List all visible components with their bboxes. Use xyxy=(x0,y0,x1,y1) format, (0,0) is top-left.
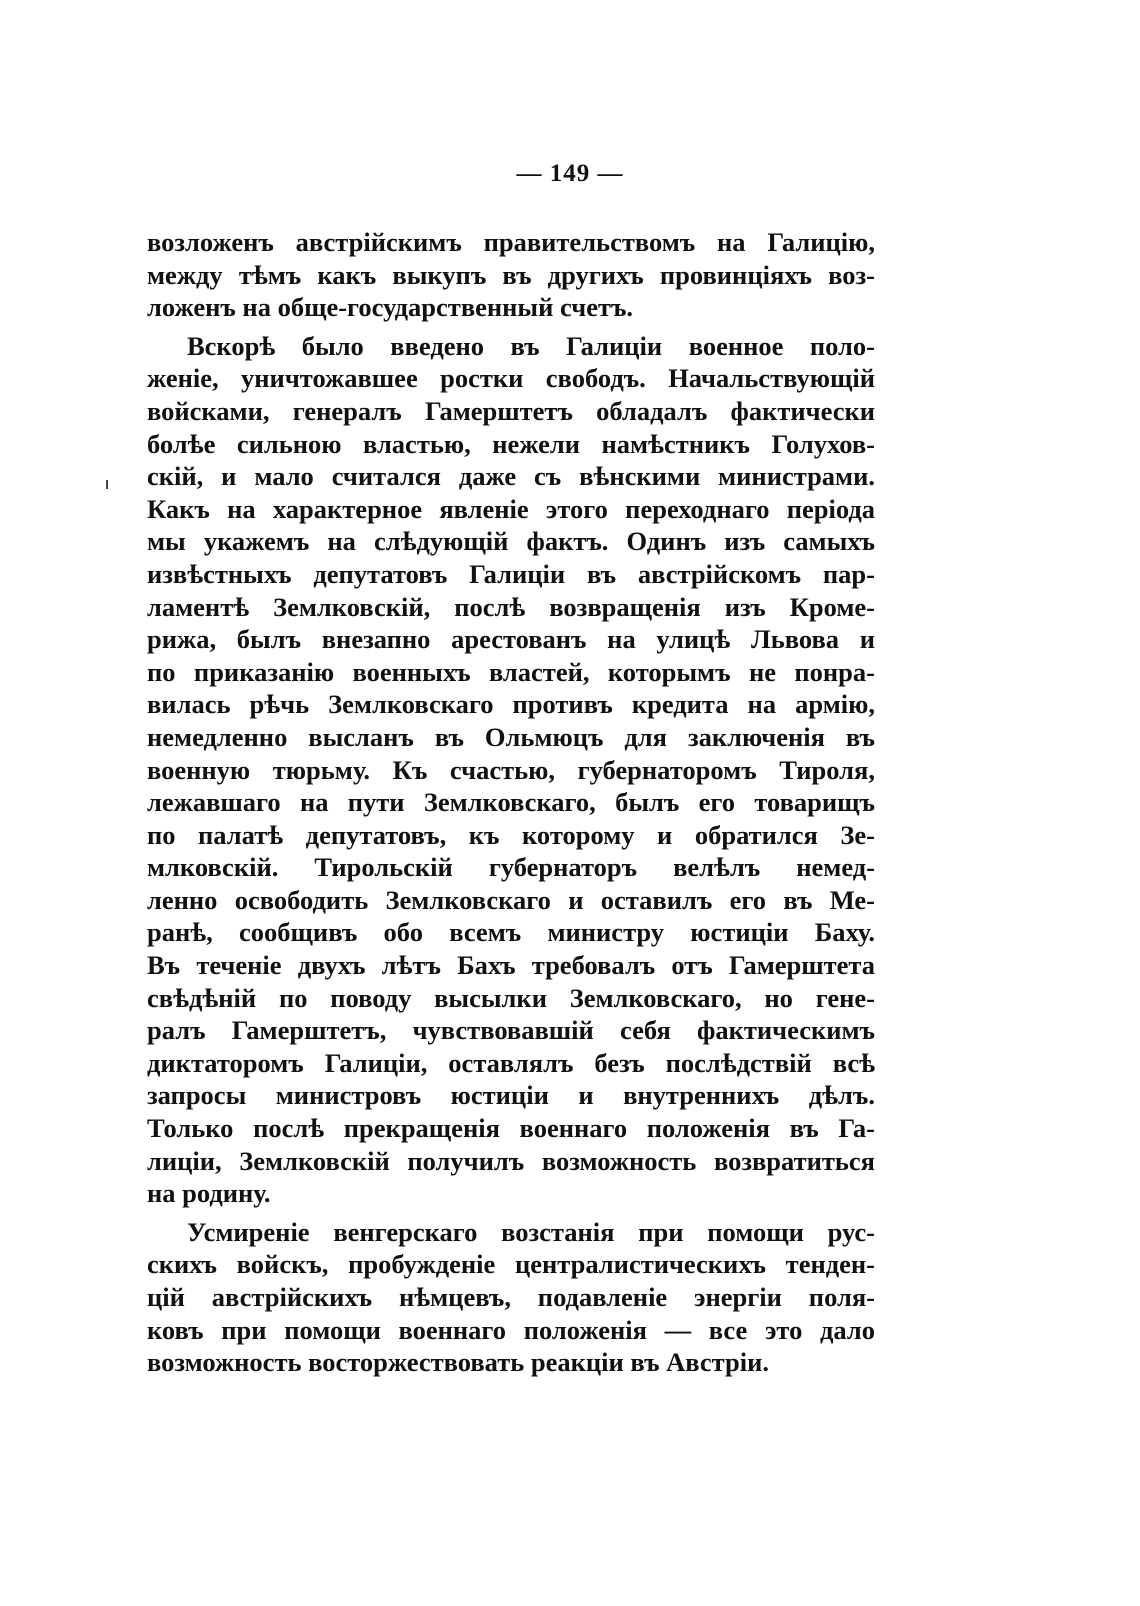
text-line: возможность восторжествовать реакціи въ Австріи. xyxy=(147,1347,770,1378)
text-line: ламентѣ Землковскій, послѣ возвращенія изъ Кроме- xyxy=(147,591,875,622)
text-line: скій, и мало считался даже съ вѣнскими министрами. xyxy=(147,461,875,492)
page-number: — 149 — xyxy=(516,160,624,187)
text-line: скихъ войскъ, пробужденіе централистическихъ тенден- xyxy=(147,1249,875,1280)
text-line: между тѣмъ какъ выкупъ въ другихъ провинціяхъ воз- xyxy=(147,259,875,290)
text-line: Вскорѣ было введено въ Галиціи военное поло- xyxy=(187,330,875,361)
margin-mark xyxy=(106,480,108,489)
text-line: ранѣ, сообщивъ обо всемъ министру юстиціи Баху. xyxy=(147,917,875,948)
text-line: лиціи, Землковскій получилъ возможность возвратиться xyxy=(147,1145,875,1176)
text-line: лежавшаго на пути Землковскаго, былъ его товарищъ xyxy=(147,787,875,818)
text-line: диктаторомъ Галиціи, оставлялъ безъ послѣдствій всѣ xyxy=(147,1047,875,1078)
paragraph-2 xyxy=(147,330,875,1210)
text-line: Только послѣ прекращенія военнаго положенія въ Га- xyxy=(147,1113,875,1144)
paragraph-3 xyxy=(147,1216,875,1379)
text-line: млковскій. Тирольскій губернаторъ велѣлъ немед- xyxy=(147,852,875,883)
paragraph-1 xyxy=(147,226,875,324)
text-line: ложенъ на обще-государственный счетъ. xyxy=(147,292,634,323)
text-line: свѣдѣній по поводу высылки Землковскаго, но гене- xyxy=(147,982,875,1013)
text-line: болѣе сильною властью, нежели намѣстникъ Голухов- xyxy=(147,428,875,459)
text-line: Усмиреніе венгерскаго возстанія при помощи рус- xyxy=(187,1216,875,1247)
text-line: извѣстныхъ депутатовъ Галиціи въ австрійскомъ пар- xyxy=(147,558,875,589)
body-text xyxy=(147,226,875,1379)
text-line: Какъ на характерное явленіе этого переходнаго періода xyxy=(147,493,875,524)
text-line: военную тюрьму. Къ счастью, губернаторомъ Тироля, xyxy=(147,754,875,785)
text-line: ленно освободить Землковскаго и оставилъ его въ Ме- xyxy=(147,884,875,915)
text-line: запросы министровъ юстиціи и внутреннихъ дѣлъ. xyxy=(147,1080,875,1111)
text-line: по палатѣ депутатовъ, къ которому и обратился Зе- xyxy=(147,819,875,850)
text-line: немедленно высланъ въ Ольмюцъ для заключенія въ xyxy=(147,721,875,752)
text-line: по приказанію военныхъ властей, которымъ не понра- xyxy=(147,656,875,687)
text-line: ралъ Гамерштетъ, чувствовавшій себя фактическимъ xyxy=(147,1015,875,1046)
text-line: ковъ при помощи военнаго положенія — все это дало xyxy=(147,1314,875,1345)
text-line: войсками, генералъ Гамерштетъ обладалъ фактически xyxy=(147,395,875,426)
text-line: рижа, былъ внезапно арестованъ на улицѣ Львова и xyxy=(147,624,875,655)
text-line: вилась рѣчь Землковскаго противъ кредита на армію, xyxy=(147,689,875,720)
text-line: Въ теченіе двухъ лѣтъ Бахъ требовалъ отъ Гамерштета xyxy=(147,950,875,981)
text-line: женіе, уничтожавшее ростки свободъ. Начальствующій xyxy=(147,363,875,394)
text-line: возложенъ австрійскимъ правительствомъ на Галицію, xyxy=(147,227,875,257)
text-line: мы укажемъ на слѣдующій фактъ. Одинъ изъ самыхъ xyxy=(147,526,875,557)
text-line: на родину. xyxy=(147,1178,271,1209)
text-line: цій австрійскихъ нѣмцевъ, подавленіе энергіи поля- xyxy=(147,1282,875,1312)
